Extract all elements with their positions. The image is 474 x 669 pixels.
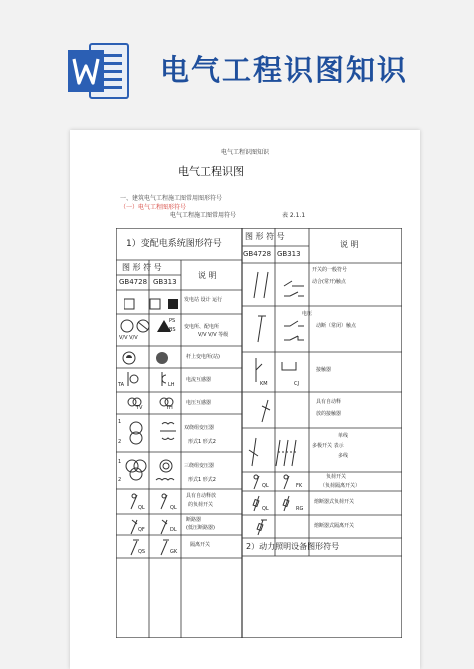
right-row-desc: 接触器 — [316, 367, 332, 373]
section-heading: 一、建筑电气工程施工图常用图形符号 — [120, 195, 223, 202]
ql-label: QL — [138, 505, 145, 511]
right-row-desc: 动断（常闭）触点 — [316, 323, 357, 329]
tv-label: TV — [136, 405, 143, 411]
right-col-desc: 说 明 — [340, 240, 359, 249]
yh-label: YH — [166, 405, 173, 411]
qf-label: QF — [138, 527, 145, 533]
left-col-desc: 说 明 — [198, 271, 217, 280]
right-row-desc: （负荷隔离开关） — [320, 483, 361, 489]
left-std-gb4728: GB4728 — [119, 278, 148, 286]
left-row-desc: 具有自动释放 — [186, 493, 217, 499]
table-number: 表 2.1.1 — [282, 212, 306, 219]
left-row-desc: 断路器 — [186, 517, 202, 523]
right-row-desc: 开关的一般符号 — [312, 267, 348, 273]
two-winding-transformer-icon — [122, 418, 180, 452]
left-row-desc: 形式1 形式2 — [188, 439, 216, 445]
ql-label: QL — [170, 505, 177, 511]
switch-contact-icon — [248, 268, 308, 306]
left-row-desc: V/V V/V 等级 — [198, 332, 229, 338]
left-row-desc: 隔离开关 — [190, 542, 211, 548]
qs-label: QS — [138, 549, 146, 555]
document-page — [70, 130, 420, 669]
three-winding-transformer-icon — [122, 456, 180, 490]
left-row-desc: 三绕组变压器 — [184, 463, 215, 469]
right-row-desc: 多线 — [338, 453, 349, 459]
pole-substation-icon — [122, 350, 178, 369]
right-section-heading: 2）动力照明设备图形符号 — [246, 542, 340, 551]
auto-release-contactor-icon — [254, 396, 284, 428]
km-label: KM — [260, 381, 268, 387]
right-row-desc: 电压 — [302, 311, 313, 317]
fk-label: FK — [296, 483, 303, 489]
left-row-desc: 变电所、配电所 — [184, 324, 220, 330]
right-col-symbol: 图 形 符 号 — [245, 232, 285, 241]
fuse-disconnect-switch-icon — [252, 518, 282, 540]
auto-release-load-switch-icon — [126, 492, 176, 514]
right-std-gb313: GB313 — [277, 250, 301, 258]
disconnect-switch-icon — [126, 538, 176, 560]
left-row-desc: 双绕组变压器 — [184, 425, 215, 431]
multipole-switch-icon — [246, 432, 310, 472]
left-row-desc: 电压互感器 — [186, 400, 212, 406]
page-header: 电气工程识图知识 — [220, 149, 269, 156]
right-std-gb4728: GB4728 — [243, 250, 272, 258]
form1-label: 1 — [118, 419, 122, 425]
right-row-desc: 具有自动释 — [316, 399, 342, 405]
right-row-desc: 熔断器式隔离开关 — [314, 523, 355, 529]
nc-contact-icon — [248, 312, 308, 350]
right-row-desc: 负荷开关 — [326, 474, 347, 480]
right-row-desc: 多极开关 表示 — [312, 443, 344, 449]
banner — [0, 0, 474, 120]
lh-label: LH — [168, 382, 175, 388]
subsection-heading: （一）电气工程图形符号 — [120, 204, 187, 211]
left-col-symbol: 图 形 符 号 — [122, 263, 162, 272]
right-row-desc: 单线 — [338, 433, 349, 439]
left-row-desc: (低压断路器) — [186, 525, 215, 531]
left-row-desc: 发电站 设计 运行 — [184, 297, 223, 303]
banner-title: 电气工程识图知识 — [160, 53, 409, 87]
left-std-gb313: GB313 — [153, 278, 177, 286]
right-row-desc: 动合(常开)触点 — [312, 279, 346, 285]
gk-label: GK — [170, 549, 178, 555]
left-row-desc: 电流互感器 — [186, 377, 212, 383]
dl-label: DL — [170, 527, 177, 533]
form2-label: 2 — [118, 439, 122, 445]
contactor-icon — [248, 356, 308, 388]
ql-label: QL — [262, 483, 269, 489]
right-row-desc: 放的接触器 — [316, 411, 342, 417]
left-row-desc: 的负荷开关 — [188, 502, 214, 508]
left-section-heading: 1）变配电系统图形符号 — [126, 239, 222, 249]
left-row-desc: 杆上变电所(站) — [186, 354, 220, 360]
cj-label: CJ — [294, 381, 299, 387]
bs-label: BS — [169, 327, 176, 333]
form1-label: 1 — [118, 459, 122, 465]
ql-label: QL — [262, 506, 269, 512]
left-row-desc: 形式1 形式2 — [188, 477, 216, 483]
circuit-breaker-icon — [126, 517, 176, 539]
right-row-desc: 熔断器式负荷开关 — [314, 499, 355, 505]
voltage-label: V/V V/V — [119, 335, 138, 341]
doc-title: 电气工程识图 — [178, 165, 244, 178]
ps-label: PS — [169, 318, 176, 324]
current-transformer-icon — [124, 370, 180, 392]
table-caption: 电气工程施工图常用符号 — [170, 212, 237, 219]
fuse-load-switch-icon — [250, 494, 306, 516]
ta-label: TA — [118, 382, 125, 388]
form2-label: 2 — [118, 477, 122, 483]
word-doc-icon — [66, 42, 130, 100]
rg-label: RG — [296, 506, 304, 512]
symbol-table — [116, 228, 402, 638]
